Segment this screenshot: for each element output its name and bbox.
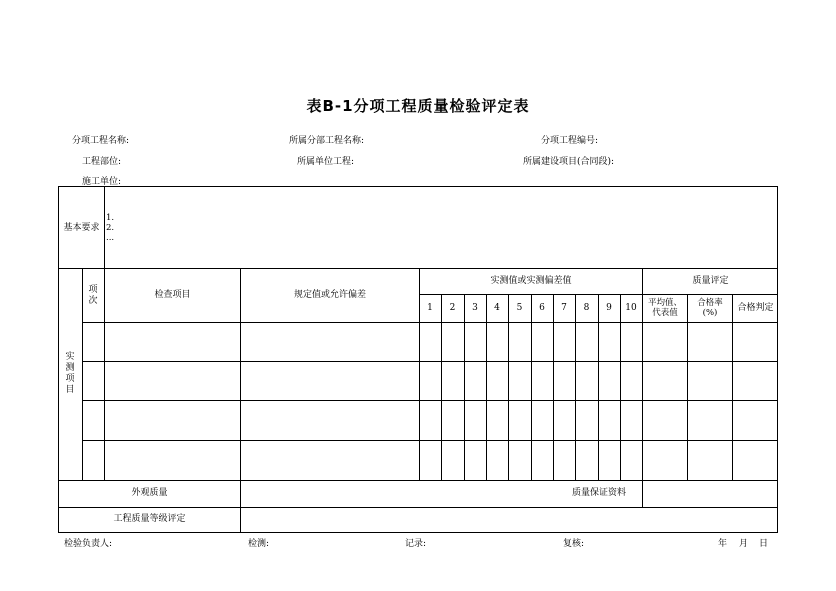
column-number: 6 [539, 303, 545, 313]
quality-assurance-label: 质量保证资料 [571, 488, 626, 498]
project-location-label: 工程部位: [82, 157, 122, 167]
contractor-label: 施工单位: [82, 177, 122, 187]
detection-label: 检测: [248, 539, 270, 549]
inspector-label: 检验负责人: [64, 539, 113, 549]
column-number: 1 [427, 303, 433, 313]
unit-project-label: 所属单位工程: [297, 157, 355, 167]
form-title: 表B-1分项工程质量检验评定表 [306, 97, 530, 115]
appearance-quality-label: 外观质量 [131, 488, 168, 498]
requirement-item: 1. [106, 213, 115, 223]
construction-project-label: 所属建设项目(合同段): [523, 157, 615, 167]
spec-header: 规定值或允许偏差 [293, 290, 366, 300]
quality-grade-label: 工程质量等级评定 [113, 514, 186, 524]
column-number: 8 [583, 303, 590, 313]
year-label: 年 [718, 539, 728, 549]
month-label: 月 [739, 539, 749, 549]
column-number: 4 [494, 303, 500, 313]
pass-rate-header: 合格率 (%) [697, 298, 723, 318]
quality-eval-header: 质量评定 [692, 276, 729, 286]
column-number: 10 [625, 303, 637, 313]
check-item-header: 检查项目 [154, 290, 191, 300]
item-number-header: 项 次 [88, 285, 98, 306]
requirement-item: ... [106, 233, 115, 243]
basic-requirements-list [106, 213, 114, 243]
measured-values-header: 实测值或实测偏差值 [490, 276, 572, 286]
basic-requirements-label: 基本要求 [63, 223, 100, 233]
subitem-number-label: 分项工程编号: [541, 136, 599, 146]
average-value-header: 平均值、 代表值 [647, 298, 682, 318]
column-number: 3 [472, 303, 478, 313]
column-number: 2 [449, 303, 456, 313]
pass-judgement-header: 合格判定 [737, 303, 774, 313]
day-label: 日 [759, 539, 769, 549]
column-number: 5 [516, 303, 523, 313]
requirement-item: 2. [106, 223, 115, 233]
column-number: 9 [606, 303, 612, 313]
column-number: 7 [561, 303, 567, 313]
record-label: 记录: [405, 539, 427, 549]
measured-items-side-label: 实 测 项 目 [65, 352, 75, 395]
subitem-name-label: 分项工程名称: [72, 136, 130, 146]
review-label: 复核: [563, 539, 585, 549]
division-name-label: 所属分部工程名称: [289, 136, 365, 146]
